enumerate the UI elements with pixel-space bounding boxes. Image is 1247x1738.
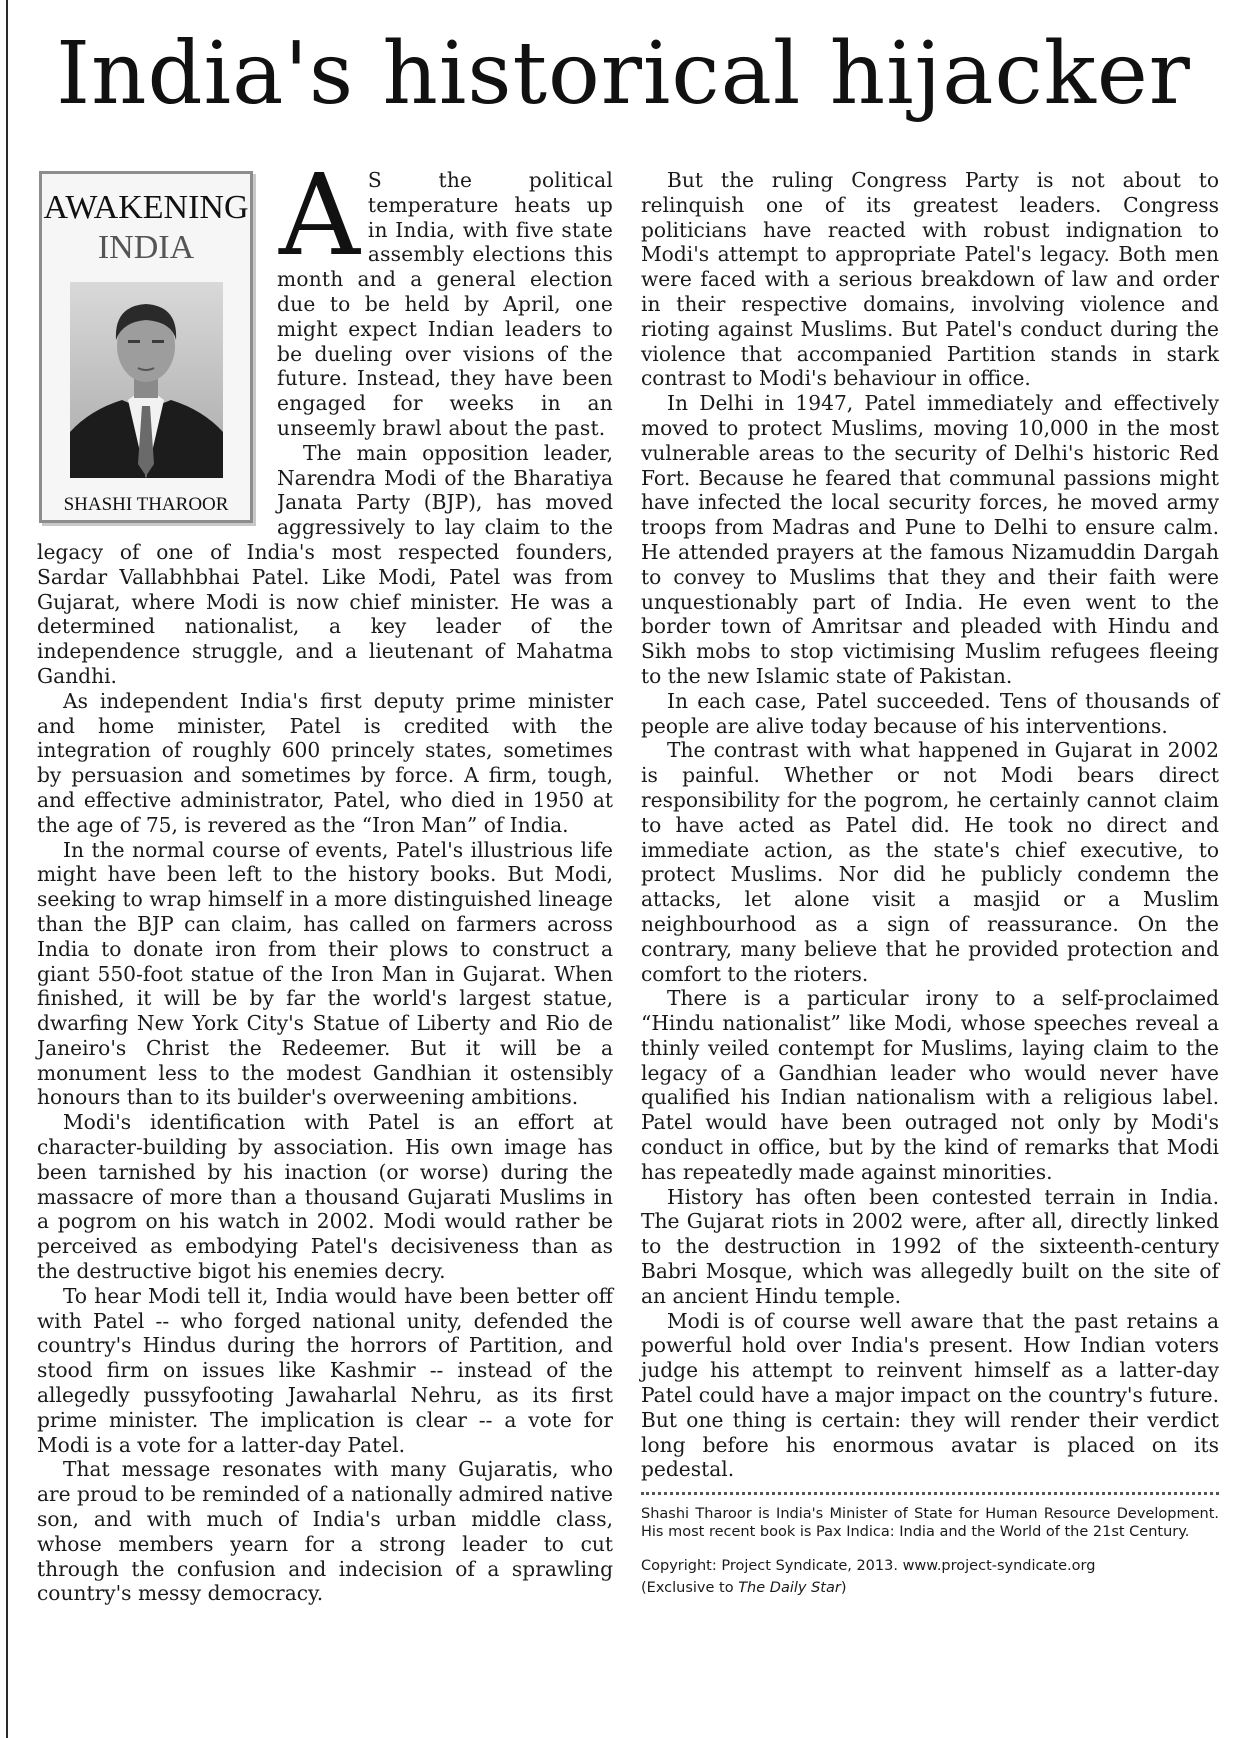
- drop-cap: A: [279, 151, 360, 281]
- headline: India's historical hijacker: [56, 24, 1191, 124]
- exclusive-prefix: (Exclusive to: [641, 1580, 739, 1597]
- paragraph-7: That message resonates with many Gujaratis, who are proud to be reminded of a nationally admired native son, and with much of India's urban middle class, whose members yearn for a strong leader to cut through the confusion and indecision of a sprawling country's messy democracy.: [37, 1457, 613, 1606]
- paragraph-12: There is a particular irony to a self-proclaimed “Hindu nationalist” like Modi, whose speeches reveal a thinly veiled contempt for Muslims, laying claim to the legacy of a Gandhian leader who would never have qualified his Indian nationalism with a religious label. Patel would have been outraged not only by Modi's conduct in office, but by the kind of remarks that Modi has repeatedly made against minorities.: [641, 986, 1219, 1184]
- column-title-line1: AWAKENING: [43, 189, 249, 226]
- paragraph-14: Modi is of course well aware that the past retains a powerful hold over India's present. How Indian voters judge his attempt to reinvent himself as a latter-day Patel could have a major impact on the country's future. But one thing is certain: they will render their verdict long before his enormous avatar is placed on its pedestal.: [641, 1308, 1219, 1482]
- author-portrait: [70, 282, 223, 478]
- column-sidebar-box: [39, 171, 253, 523]
- paragraph-5: Modi's identification with Patel is an effort at character-building by association. His own image has been tarnished by his inaction (or worse) during the massacre of more than a thousand Gujarati Muslims in a pogrom on his watch in 2002. Modi would rather be perceived as embodying Patel's decisiveness than as the destructive bigot his enemies decry.: [37, 1110, 613, 1284]
- exclusive-suffix: ): [840, 1580, 847, 1597]
- column-title-line2: INDIA: [97, 229, 195, 266]
- dotted-divider: [641, 1492, 1219, 1495]
- newspaper-name: The Daily Star: [738, 1580, 841, 1597]
- paragraph-4: In the normal course of events, Patel's illustrious life might have been left to the history books. But Modi, seeking to wrap himself in a more distinguished lineage than the BJP can claim, has called on farmers across India to donate iron from their plows to construct a giant 550-foot statue of the Iron Man in Gujarat. When finished, it will be by far the world's largest statue, dwarfing New York City's Statue of Liberty and Rio de Janeiro's Christ the Redeemer. But it will be a monument less to the modest Gandhian it ostensibly honours than to its builder's overweening ambitions.: [37, 837, 613, 1110]
- column-author-name: SHASHI THAROOR: [63, 494, 229, 515]
- exclusive-line: [641, 1579, 1219, 1597]
- paragraph-3: As independent India's first deputy prime minister and home minister, Patel is credited with the integration of roughly 600 princely states, sometimes by persuasion and sometimes by force. A firm, tough, and effective administrator, Patel, who died in 1950 at the age of 75, is revered as the “Iron Man” of India.: [37, 688, 613, 837]
- paragraph-13: History has often been contested terrain in India. The Gujarat riots in 2002 were, after all, directly linked to the destruction in 1992 of the sixteenth-century Babri Mosque, which was allegedly built on the site of an ancient Hindu temple.: [641, 1184, 1219, 1308]
- page-left-rule: [6, 0, 8, 1738]
- paragraph-10: In each case, Patel succeeded. Tens of thousands of people are alive today because of his interventions.: [641, 688, 1219, 738]
- paragraph-2: The main opposition leader, Narendra Modi of the Bharatiya Janata Party (BJP), has moved aggressively to lay claim to the legacy of one of India's most respected founders, Sardar Vallabhbhai Patel. Like Modi, Patel was from Gujarat, where Modi is now chief minister. He was a determined nationalist, a key leader of the independence struggle, and a lieutenant of Mahatma Gandhi.: [37, 440, 613, 688]
- left-column: [37, 151, 613, 1606]
- paragraph-1: S the political temperature heats up in India, with five state assembly elections this month and a general election due to be held by April, one might expect Indian leaders to be dueling over visions of the future. Instead, they have been engaged for weeks in an unseemly brawl about the past.: [277, 168, 613, 440]
- paragraph-9: In Delhi in 1947, Patel immediately and effectively moved to protect Muslims, moving 10,000 in the most vulnerable areas to the security of Delhi's historic Red Fort. Because he feared that communal passions might have infected the local security forces, he moved army troops from Madras and Pune to Delhi to ensure calm. He attended prayers at the famous Nizamuddin Dargah to convey to Muslims that they and their faith were unquestionably part of India. He even went to the border town of Amritsar and pleaded with Hindu and Sikh mobs to stop victimising Muslim refugees fleeing to the new Islamic state of Pakistan.: [641, 391, 1219, 688]
- paragraph-8: But the ruling Congress Party is not about to relinquish one of its greatest leaders. Congress politicians have reacted with robust indignation to Modi's attempt to appropriate Patel's legacy. Both men were faced with a serious breakdown of law and order in their respective domains, involving violence and rioting against Muslims. But Patel's conduct during the violence that accompanied Partition stands in stark contrast to Modi's behaviour in office.: [641, 168, 1219, 391]
- right-column: [641, 168, 1219, 1613]
- copyright-line: Copyright: Project Syndicate, 2013. www.project-syndicate.org: [641, 1558, 1096, 1575]
- paragraph-6: To hear Modi tell it, India would have been better off with Patel -- who forged national unity, defended the country's Hindus during the horrors of Partition, and stood firm on issues like Kashmir -- instead of the allegedly pussyfooting Jawaharlal Nehru, as its first prime minister. The implication is clear -- a vote for Modi is a vote for a latter-day Patel.: [37, 1283, 613, 1457]
- paragraph-11: The contrast with what happened in Gujarat in 2002 is painful. Whether or not Modi bears direct responsibility for the pogrom, he certainly cannot claim to have acted as Patel did. He took no direct and immediate action, as the state's chief executive, to protect Muslims. Nor did he publicly condemn the attacks, let alone visit a masjid or a Muslim neighbourhood as a sign of reassurance. On the contrary, many believe that he provided protection and comfort to the rioters.: [641, 738, 1219, 986]
- author-bio: Shashi Tharoor is India's Minister of State for Human Resource Development. His most recent book is Pax Indica: India and the World of the 21st Century.: [641, 1506, 1219, 1541]
